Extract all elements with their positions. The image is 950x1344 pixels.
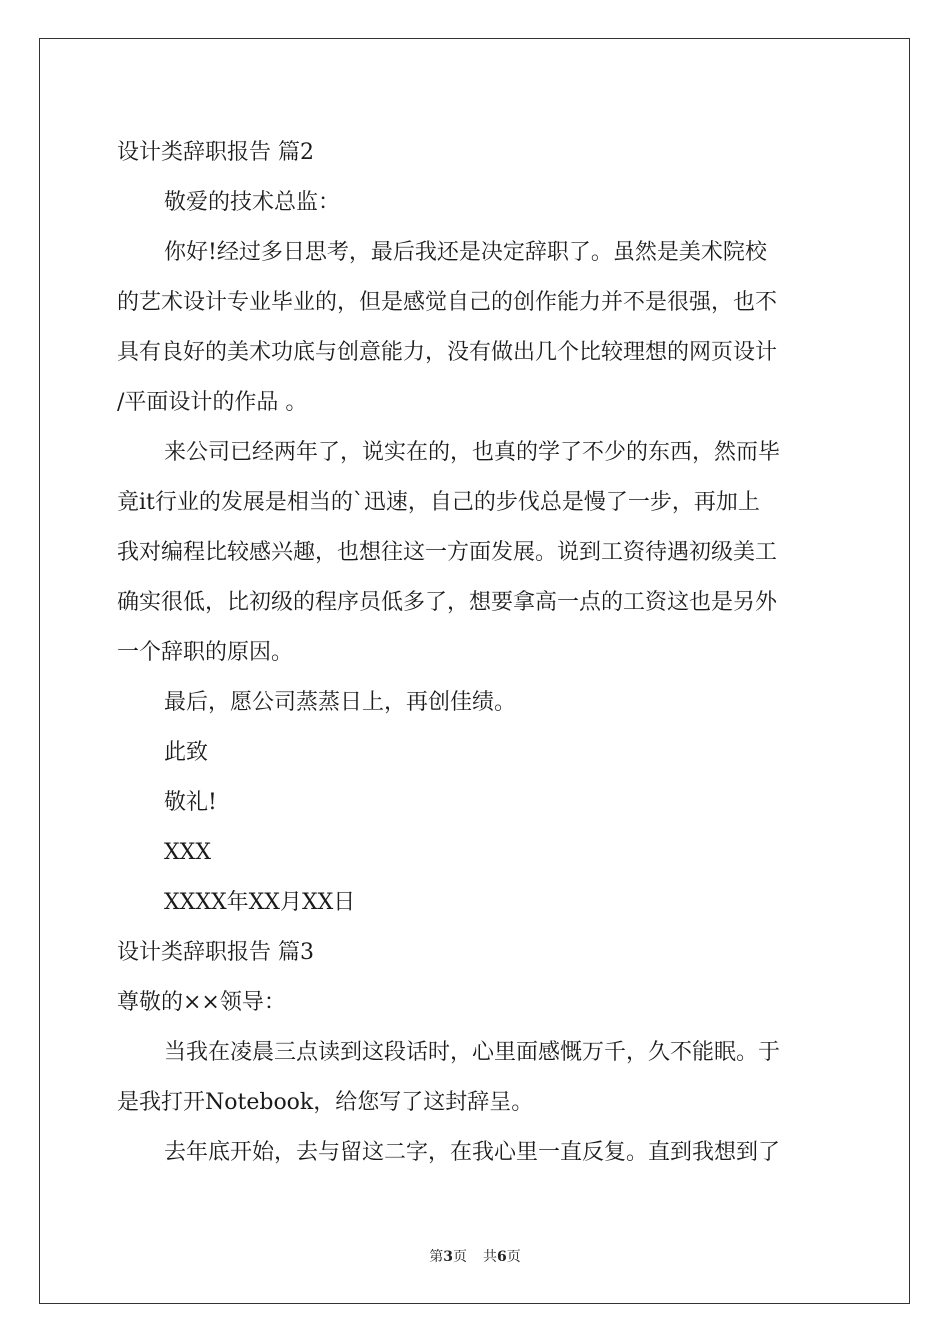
page-prefix: 第 xyxy=(429,1249,444,1265)
text-line: /平面设计的作品 。 xyxy=(117,390,308,415)
text-line: 敬爱的技术总监： xyxy=(164,190,341,215)
text-line: 一个辞职的原因。 xyxy=(117,640,294,665)
text-line: 敬礼! xyxy=(164,790,217,815)
text-line: 的艺术设计专业毕业的，但是感觉自己的创作能力并不是很强，也不 xyxy=(117,290,778,315)
text-line: 此致 xyxy=(164,740,209,765)
text-line: 尊敬的××领导： xyxy=(117,990,286,1015)
text-line: 我对编程比较感兴趣，也想往这一方面发展。说到工资待遇初级美工 xyxy=(117,540,778,565)
text-line: 具有良好的美术功底与创意能力，没有做出几个比较理想的网页设计 xyxy=(117,340,778,365)
total-prefix: 共 xyxy=(483,1249,497,1265)
text-line: 最后，愿公司蒸蒸日上，再创佳绩。 xyxy=(164,690,517,715)
page-suffix: 页 xyxy=(453,1249,467,1265)
page-number: 3 xyxy=(443,1249,453,1265)
text-line: 当我在凌晨三点读到这段话时，心里面感慨万千，久不能眠。于 xyxy=(164,1040,781,1065)
text-line: 来公司已经两年了，说实在的，也真的学了不少的东西，然而毕 xyxy=(164,440,781,465)
text-line: 竟it行业的发展是相当的`迅速，自己的步伐总是慢了一步，再加上 xyxy=(117,490,760,515)
text-line: 去年底开始，去与留这二字，在我心里一直反复。直到我想到了 xyxy=(164,1140,781,1165)
text-line: 设计类辞职报告 篇2 xyxy=(117,140,314,165)
text-line: 设计类辞职报告 篇3 xyxy=(117,940,314,965)
text-line: 是我打开Notebook，给您写了这封辞呈。 xyxy=(117,1090,534,1115)
text-line: 确实很低，比初级的程序员低多了，想要拿高一点的工资这也是另外 xyxy=(117,590,778,615)
page-footer xyxy=(0,1247,950,1267)
total-pages: 6 xyxy=(497,1249,507,1265)
document-body xyxy=(117,128,837,1178)
total-suffix: 页 xyxy=(506,1249,521,1265)
text-line: XXX xyxy=(164,840,211,865)
text-line: XXXX年XX月XX日 xyxy=(164,890,356,915)
text-line: 你好!经过多日思考，最后我还是决定辞职了。虽然是美术院校 xyxy=(164,240,767,265)
